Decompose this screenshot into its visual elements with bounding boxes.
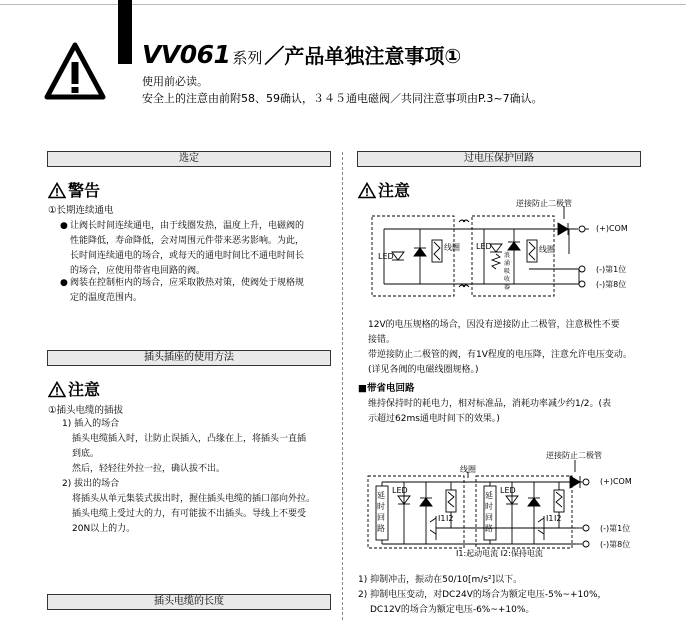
current-i1-label: I1: [546, 514, 554, 523]
coil-label: 线圈: [444, 243, 460, 252]
column-separator: [342, 152, 343, 620]
sub-item-line: 2) 拔出的场合: [62, 479, 120, 489]
com-terminal-label: (+)COM: [600, 477, 632, 486]
intro-line-2: 安全上的注意由前附58、59确认，３４５通电磁阀／共同注意事项由P.3~7确认。: [142, 92, 543, 105]
para-line: 接错。: [368, 335, 396, 345]
title-rest: ／产品单独注意事项①: [264, 44, 462, 68]
diode-label: 逆接防止二极管: [516, 199, 572, 208]
coil-label: 线圈: [460, 465, 476, 474]
warning-triangle-icon: [44, 42, 106, 100]
power-saving-text: 维持保持时的耗电力，相对标准品，消耗功率减少约1/2。(表: [368, 399, 611, 409]
section-header-cable-length: 插头电缆的长度: [47, 594, 331, 610]
sub-item-line: 插头电缆插入时，让防止误插入，凸缘在上，将插头一直插: [72, 434, 307, 444]
page-title: [142, 40, 461, 69]
current-i2-label: I2: [446, 514, 454, 523]
surge-circuit-diagram: [364, 194, 664, 300]
coil-label: 线圈: [539, 245, 555, 254]
bullet-line: 定的温度范围内。: [70, 293, 143, 303]
diode-label: 逆接防止二极管: [546, 451, 602, 460]
chapter-tab: [118, 0, 132, 64]
sub-item-line: 1) 插入的场合: [62, 419, 120, 429]
note-line: DC12V的场合为额定电压-6%~+10%。: [370, 605, 535, 615]
delay-circuit-label: 延时回路: [377, 491, 385, 533]
caution-label: 注意: [378, 181, 411, 200]
top-rule: [0, 4, 686, 5]
current-caption: I1:起动电流 I2:保持电流: [456, 549, 543, 558]
bullet-line: 性能降低，寿命降低，会对周围元件带来恶劣影响。为此，: [70, 236, 305, 246]
sub-item-line: 插头电缆上受过大的力，有可能拔不出插头。导线上不要受: [72, 509, 307, 519]
bullet-marker-1: ●: [60, 221, 68, 231]
pos8-terminal-label: (-)第8位: [600, 540, 631, 549]
bullet-line: 让阀长时间连续通电，由于线圈发热，温度上升，电磁阀的: [70, 221, 305, 231]
warning-icon: [48, 182, 66, 199]
delay-circuit-label: 延时回路: [485, 491, 493, 533]
warning-label: 警告: [68, 181, 101, 200]
para-line: (详见各阀的电磁线圈规格。): [368, 365, 479, 375]
item-plug-insert-remove: ①插头电缆的插拔: [48, 405, 124, 416]
bullet-line: 阀装在控制柜内的场合，应采取散热对策，使阀处于规格规: [70, 278, 305, 288]
caution-icon: [48, 381, 66, 398]
current-i2-label: I2: [554, 514, 562, 523]
bullet-line: 长时间连续通电的场合，或每天的通电时间比不通电时间长: [70, 251, 305, 261]
sub-item-line: 将插头从单元集装式拔出时，握住插头电缆的插口部向外拉。: [72, 494, 316, 504]
para-line: 12V的电压规格的场合，因没有逆接防止二极管，注意极性不要: [368, 320, 620, 330]
section-header-connector-usage: 插头插座的使用方法: [47, 350, 331, 366]
section-header-surge-protection: 过电压保护回路: [357, 151, 641, 167]
bullet-line: 的场合，应使用带省电回路的阀。: [70, 266, 206, 276]
pos1-terminal-label: (-)第1位: [600, 524, 631, 533]
led-label: LED: [392, 486, 408, 495]
power-saving-text: 示超过62ms通电时间下的效果。): [368, 414, 500, 424]
pos8-terminal-label: (-)第8位: [596, 280, 627, 289]
warning-heading: [48, 178, 100, 201]
surge-label: 浪涌吸收器: [504, 252, 511, 291]
bullet-marker-2: ●: [60, 278, 68, 288]
sub-item-line: 到底。: [72, 449, 100, 459]
sub-item-line: 然后，轻轻往外拉一拉，确认拔不出。: [72, 464, 226, 474]
pos1-terminal-label: (-)第1位: [596, 265, 627, 274]
current-i1-label: I1: [438, 514, 446, 523]
sub-item-line: 20N以上的力。: [72, 524, 136, 534]
led-label: LED: [378, 252, 394, 261]
note-line: 1) 抑制冲击，振动在50/10[m/s²]以下。: [358, 575, 523, 585]
note-line: 2) 抑制电压变动，对DC24V的场合为额定电压-5%~+10%，: [358, 590, 607, 600]
caution-heading-left: [48, 377, 100, 400]
led-label: LED: [476, 242, 492, 251]
com-terminal-label: (+)COM: [596, 224, 628, 233]
intro-line-1: 使用前必读。: [142, 75, 208, 88]
section-header-selection: 选定: [47, 151, 331, 167]
item-continuous-energize: ①长期连续通电: [48, 205, 114, 216]
series-word: 系列: [232, 49, 263, 67]
power-saving-circuit-diagram: [364, 446, 664, 558]
model-name: VV061: [142, 40, 231, 69]
led-label: LED: [500, 486, 516, 495]
caution-label: 注意: [68, 380, 101, 399]
power-saving-heading: ■带省电回路: [358, 383, 415, 394]
para-line: 带逆接防止二极管的阀，有1V程度的电压降，注意允许电压变动。: [368, 350, 632, 360]
